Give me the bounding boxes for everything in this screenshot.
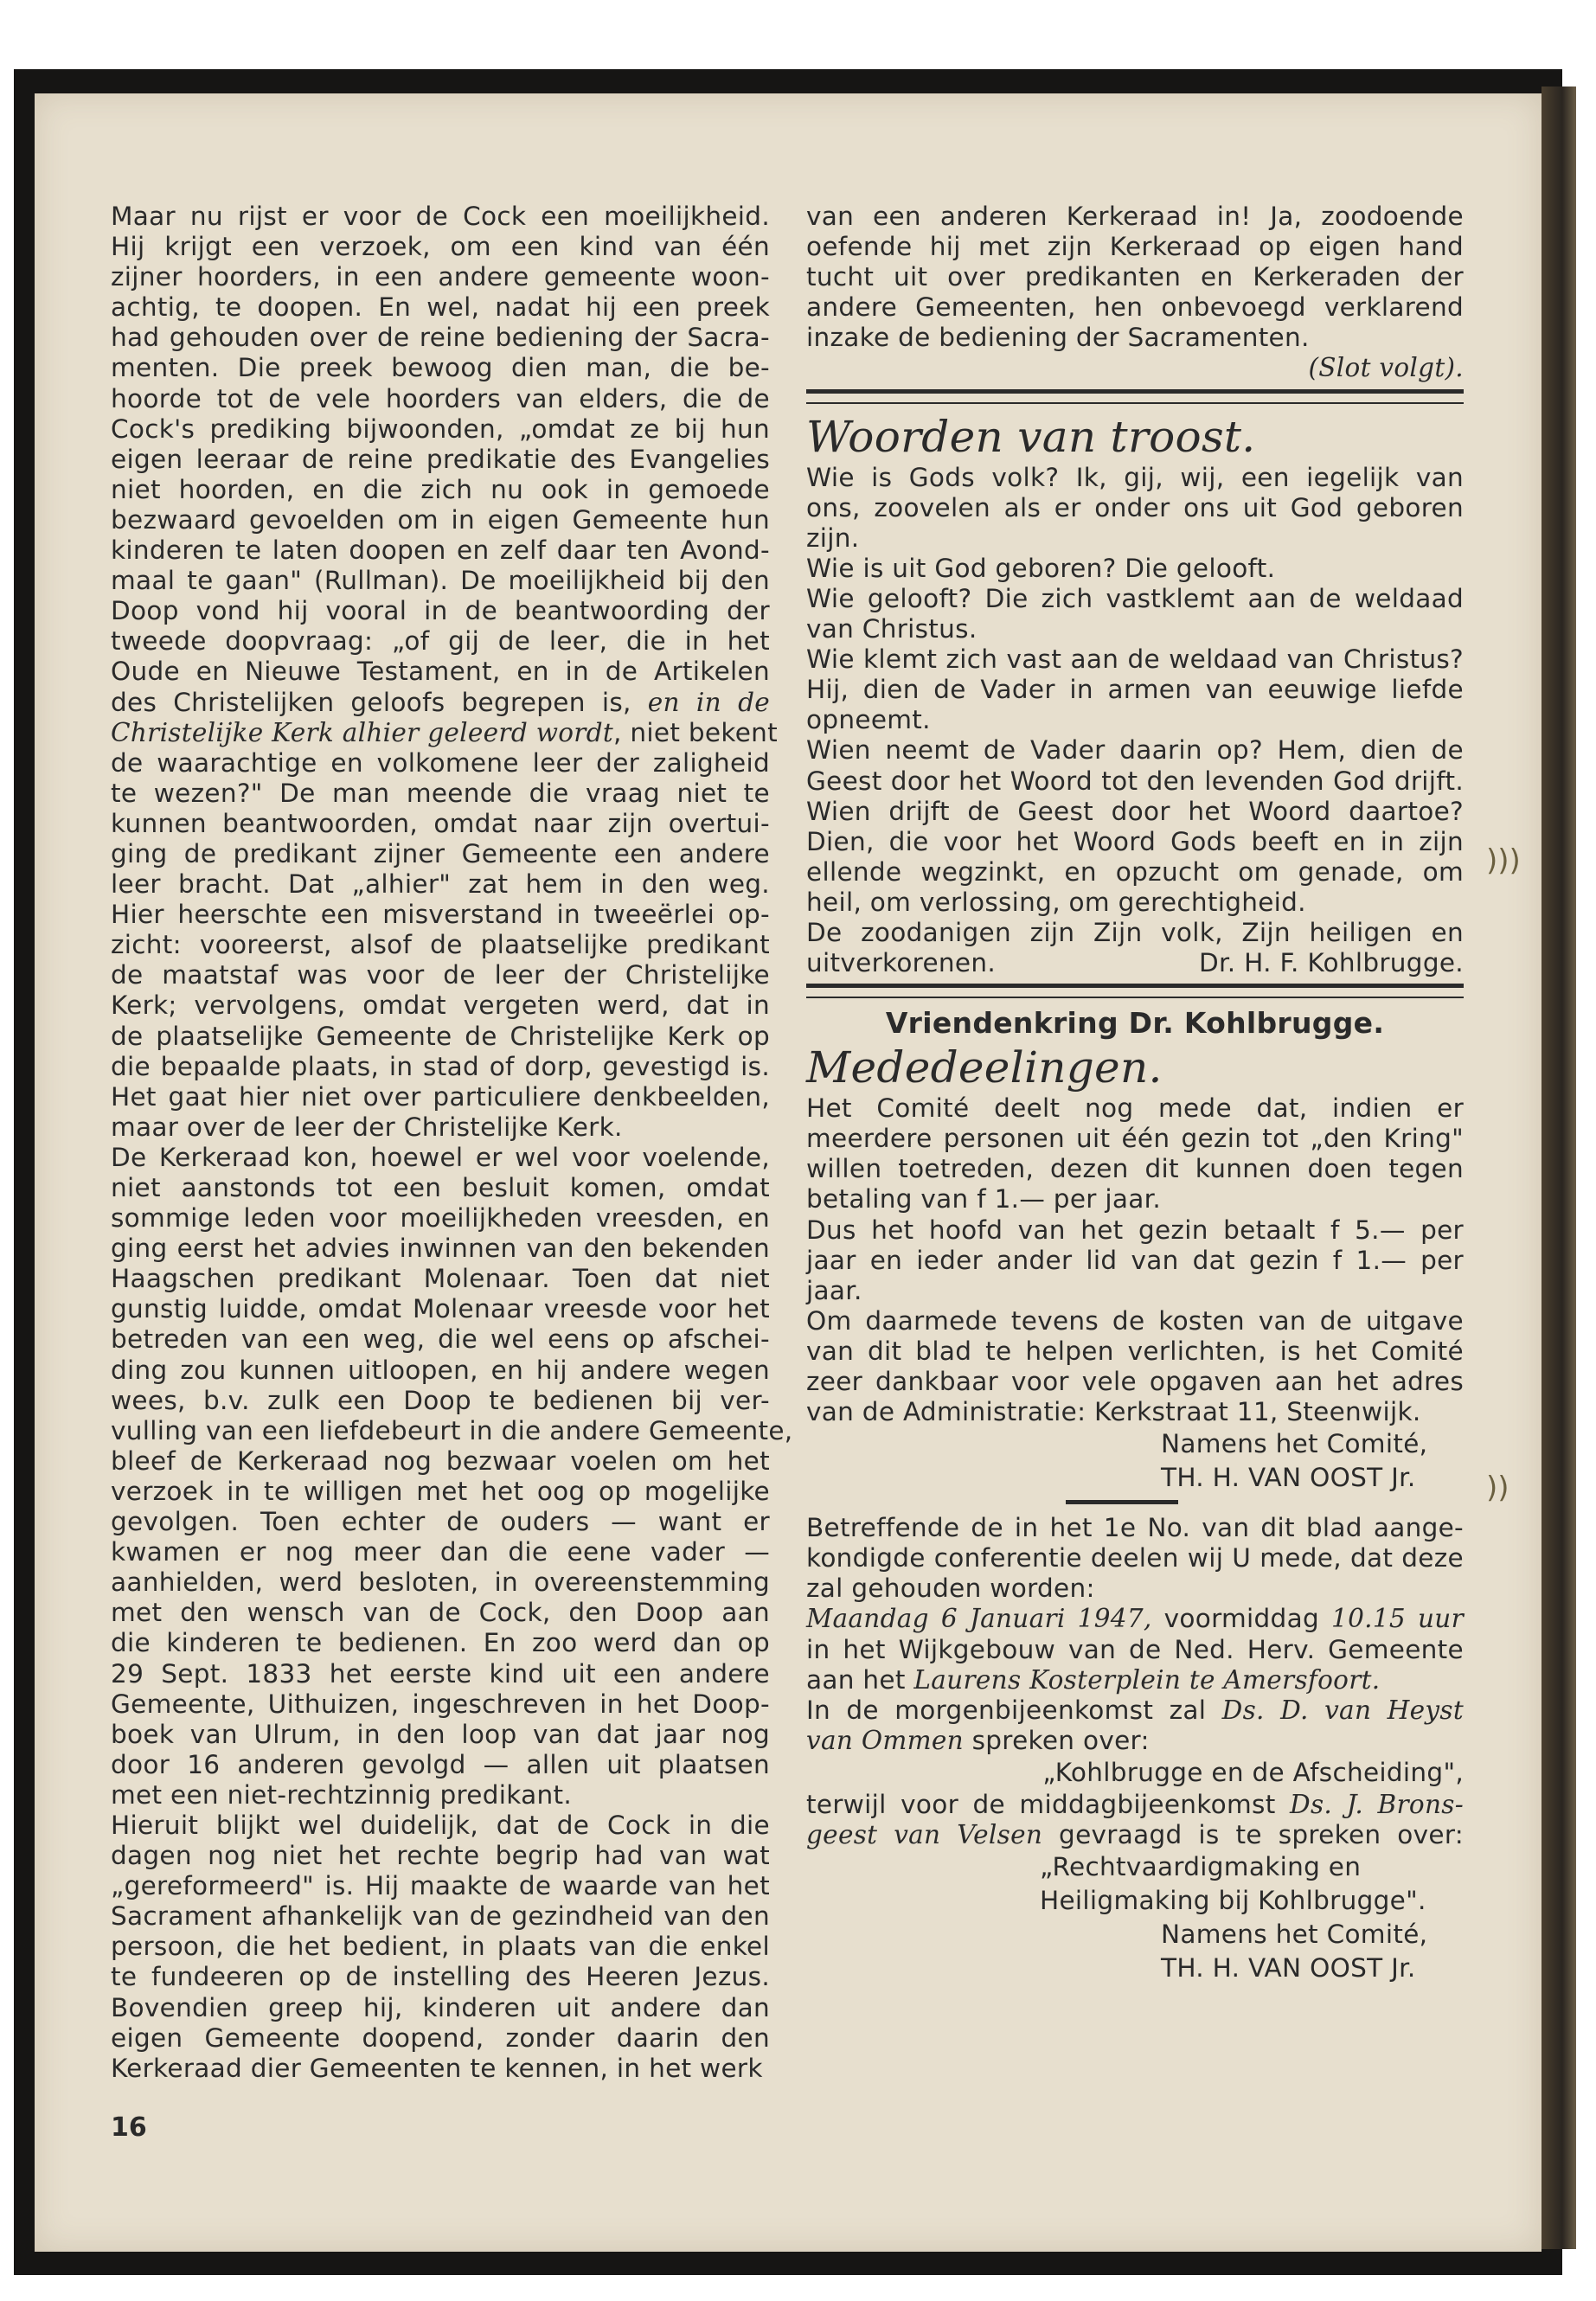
text-line: door 16 anderen gevolgd — allen uit plaatsen: [111, 1749, 770, 1779]
kring-heading: Vriendenkring Dr. Kohlbrugge.: [885, 1006, 1385, 1041]
text-line: wees, b.v. zulk een Doop te bedienen bij ver-: [111, 1385, 770, 1415]
text-line: Dus het hoofd van het gezin betaalt f 5.— per: [806, 1215, 1464, 1245]
text-line: hoorde tot de vele hoorders van elders, die de: [111, 383, 770, 413]
text-line: zijn.: [806, 522, 860, 553]
text-line: Oude en Nieuwe Testament, en in de Artikelen: [111, 657, 770, 687]
text-line: niet hoorden, en die zich nu ook in gemoede: [111, 474, 770, 504]
text-line: Om daarmede tevens de kosten van de uitgave: [806, 1305, 1464, 1336]
speaker-1b: van Ommen: [806, 1725, 964, 1755]
text-line: achtig, te doopen. En wel, nadat hij een preek: [111, 292, 770, 323]
text-line: Geest door het Woord tot den levenden God drijft.: [806, 766, 1464, 796]
text-line: van dit blad te helpen verlichten, is het Comité: [806, 1336, 1464, 1366]
text-line: Betreffende de in het 1e No. van dit blad aange-: [806, 1513, 1464, 1543]
text-line: zeer dankbaar voor vele opgaven aan het adres: [806, 1367, 1464, 1396]
afternoon-line: [806, 1790, 1464, 1820]
text-line: kwamen er nog meer dan die eene vader —: [111, 1537, 770, 1567]
conference-place-prefix: aan het: [806, 1664, 914, 1695]
text-line: persoon, die het bedient, in plaats van die enkel: [111, 1932, 770, 1962]
page-number: 16: [111, 2112, 147, 2143]
text-line: aanhielden, werd besloten, in overeenstemming: [111, 1567, 770, 1598]
text-line: Hij, dien de Vader in armen van eeuwige liefde: [806, 675, 1464, 705]
conference-place-line: [806, 1665, 1464, 1695]
text-line: dagen nog niet het rechte begrip had van wat: [111, 1841, 770, 1871]
topic-1: „Kohlbrugge en de Afscheiding",: [1042, 1757, 1464, 1787]
troost-last-word: uitverkorenen.: [806, 948, 997, 978]
topic-2a: „Rechtvaardigmaking en: [1040, 1852, 1362, 1882]
text-line: Wie klemt zich vast aan de weldaad van Christus?: [806, 644, 1464, 675]
text-line: oefende hij met zijn Kerkeraad op eigen hand: [806, 232, 1464, 262]
text-line: met een niet-rechtzinnig predikant.: [111, 1779, 573, 1810]
text-line: leer bracht. Dat „alhier" zat hem in den weg.: [111, 869, 770, 900]
conference-time: 10.15 uur: [1331, 1604, 1464, 1634]
text-line: Wie is Gods volk? Ik, gij, wij, een iegelijk van: [806, 462, 1464, 492]
text-line: verzoek in te willigen met het oog op mogelijke: [111, 1476, 770, 1506]
text-line: menten. Die preek bewoog dien man, die be-: [111, 353, 770, 383]
text-line: eigen leeraar de reine predikatie des Evangelies: [111, 444, 770, 474]
troost-text: [806, 463, 1464, 949]
text-line: opneemt.: [806, 705, 931, 735]
text-line: ging eerst het advies inwinnen van den bekenden: [111, 1234, 770, 1264]
text-line: zijner hoorders, in een andere gemeente woon-: [111, 262, 770, 292]
left-column: [111, 202, 793, 2084]
text-line: betaling van f 1.— per jaar.: [806, 1184, 1162, 1215]
speaker-2a: Ds. J. Brons-: [1290, 1789, 1464, 1819]
text-fragment: , niet bekent: [613, 717, 779, 747]
afternoon-suffix: gevraagd is te spreken over:: [1042, 1820, 1464, 1850]
text-line: Wien drijft de Geest door het Woord daartoe?: [806, 796, 1464, 826]
text-line: Kerk; vervolgens, omdat vergeten werd, dat in: [111, 990, 770, 1021]
text-line: gevolgen. Toen echter de ouders — want er: [111, 1507, 770, 1537]
text-line: Het Comité deelt nog mede dat, indien er: [806, 1093, 1464, 1124]
text-line: maar over de leer der Christelijke Kerk.: [111, 1112, 623, 1142]
conference-text: [806, 1513, 1464, 1604]
text-line: meerdere personen uit één gezin tot „den Kring": [806, 1124, 1464, 1154]
text-line: tweede doopvraag: „of gij de leer, die in het: [111, 626, 770, 657]
text-line: De zoodanigen zijn Zijn volk, Zijn heiligen en: [806, 917, 1464, 947]
mededeelingen-heading: Mededeelingen.: [806, 1042, 1163, 1093]
conference-place: Laurens Kosterplein te Amersfoort.: [913, 1664, 1381, 1695]
text-line: jaar en ieder ander lid van dat gezin f 1.— per: [806, 1245, 1464, 1275]
text-line: 29 Sept. 1833 het eerste kind uit een andere: [111, 1658, 770, 1689]
text-line: die bepaalde plaats, in stad of dorp, gevestigd is.: [111, 1051, 770, 1081]
text-line: Wie gelooft? Die zich vastklemt aan de weldaad: [806, 583, 1464, 613]
text-line: heil, om verlossing, om gerechtigheid.: [806, 887, 1306, 917]
text-line: Sacrament afhankelijk van de gezindheid van den: [111, 1901, 770, 1932]
text-line: met den wensch van de Cock, den Doop aan: [111, 1598, 770, 1628]
troost-author: Dr. H. F. Kohlbrugge.: [1199, 948, 1464, 978]
text-line: te fundeeren op de instelling des Heeren Jezus.: [111, 1962, 770, 1992]
text-line: bleef de Kerkeraad nog bezwaar voelen om het: [111, 1445, 770, 1476]
text-line: Gemeente, Uithuizen, ingeschreven in het Doop-: [111, 1689, 770, 1719]
book-spine: [1542, 87, 1576, 2249]
text-line: de plaatselijke Gemeente de Christelijke Kerk op: [111, 1021, 770, 1051]
conf-sign-name: TH. H. VAN OOST Jr.: [1161, 1953, 1416, 1984]
text-line: die kinderen te bedienen. En zoo werd dan op: [111, 1628, 770, 1658]
text-line: jaar.: [806, 1275, 862, 1305]
text-line: ons, zoovelen als er onder ons uit God geboren: [806, 492, 1464, 522]
speaker-1a: Ds. D. van Heyst: [1221, 1695, 1464, 1725]
margin-clip-mark: )): [1486, 1471, 1509, 1505]
text-line: bezwaard gevoelden om in eigen Gemeente hun: [111, 504, 770, 535]
text-line: zal gehouden worden:: [806, 1574, 1095, 1604]
kring-text: [806, 1093, 1464, 1427]
text-line: kondigde conferentie deelen wij U mede, dat deze: [806, 1543, 1464, 1574]
text-line: Hieruit blijkt wel duidelijk, dat de Cock in die: [111, 1810, 770, 1840]
text-line: Bovendien greep hij, kinderen uit andere dan: [111, 1992, 770, 2022]
text-line: Maar nu rijst er voor de Cock een moeilijkheid.: [111, 202, 770, 231]
margin-clip-mark: ))): [1486, 843, 1521, 878]
text-line: sommige leden voor moeilijkheden vreesden, en: [111, 1203, 770, 1234]
section-divider: [806, 389, 1464, 404]
conference-date: Maandag 6 Januari 1947,: [806, 1604, 1152, 1634]
text-line: Hier heerschte een misverstand in tweeërlei op-: [111, 900, 770, 930]
topic-2b: Heiligmaking bij Kohlbrugge".: [1040, 1886, 1426, 1916]
text-line: van Christus.: [806, 614, 977, 644]
text-line: Dien, die voor het Woord Gods beeft en in zijn: [806, 826, 1464, 856]
text-line: Wie is uit God geboren? Die gelooft.: [806, 553, 1276, 583]
text-line: vulling van een liefdebeurt in die andere Gemeente,: [111, 1415, 793, 1445]
text-line: eigen Gemeente doopend, zonder daarin den: [111, 2022, 770, 2053]
continuation-text: [806, 202, 1464, 353]
text-line: de maatstaf was voor de leer der Christelijke: [111, 960, 770, 990]
text-line: ging de predikant zijner Gemeente een andere: [111, 838, 770, 868]
morning-line: [806, 1695, 1464, 1726]
text-line: ding zou kunnen uitloopen, en hij andere wegen: [111, 1355, 770, 1385]
text-line: Doop vond hij vooral in de beantwoording der: [111, 596, 770, 626]
text-line: Hij krijgt een verzoek, om een kind van één: [111, 232, 770, 262]
text-line: Kerkeraad dier Gemeenten te kennen, in het werk: [111, 2053, 763, 2083]
troost-last-line: [806, 948, 1464, 978]
afternoon-line-2: [806, 1820, 1464, 1850]
morning-prefix: In de morgenbijeenkomst zal: [806, 1695, 1222, 1725]
text-line: gunstig luidde, omdat Molenaar vreesde voor het: [111, 1294, 770, 1324]
text-line: van een anderen Kerkeraad in! Ja, zoodoende: [806, 202, 1464, 231]
afternoon-prefix: terwijl voor de middagbijeenkomst: [806, 1789, 1291, 1819]
text-fragment: des Christelijken geloofs begrepen is,: [111, 687, 648, 717]
right-column: [806, 202, 1464, 1985]
italic-fragment: Christelijke Kerk alhier geleerd wordt: [111, 717, 614, 747]
italic-fragment: en in de: [647, 687, 771, 717]
spreken-over: spreken over:: [963, 1725, 1150, 1755]
text-line: te wezen?" De man meende die vraag niet te: [111, 778, 770, 808]
text-line: maal te gaan" (Rullman). De moeilijkheid bij den: [111, 566, 770, 596]
text-line: Het gaat hier niet over particuliere denkbeelden,: [111, 1081, 770, 1112]
section-divider: [806, 984, 1464, 998]
text-line: inzake de bediening der Sacramenten.: [806, 323, 1310, 353]
speaker-2b: geest van Velsen: [806, 1820, 1043, 1850]
text-line: willen toetreden, dezen dit kunnen doen tegen: [806, 1154, 1464, 1184]
text-line: Cock's prediking bijwoonden, „omdat ze bij hun: [111, 413, 770, 444]
text-line: niet aanstonds tot een besluit komen, omdat: [111, 1173, 770, 1202]
conference-wijk-line: in het Wijkgebouw van de Ned. Herv. Gemeente: [806, 1634, 1464, 1664]
text-line: De Kerkeraad kon, hoewel er wel voor voelende,: [111, 1142, 770, 1172]
text-line: Wien neemt de Vader daarin op? Hem, dien de: [806, 735, 1464, 766]
morning-line-2: [806, 1726, 1464, 1756]
text-line: betreden van een weg, die wel eens op afschei-: [111, 1324, 770, 1355]
text-line: de waarachtige en volkomene leer der zaligheid: [111, 747, 770, 778]
conference-date-line: [806, 1604, 1464, 1634]
text-line: ellende wegzinkt, en opzucht om genade, om: [806, 856, 1464, 887]
text-line: andere Gemeenten, hen onbevoegd verklarend: [806, 292, 1464, 323]
text-line: kunnen beantwoorden, omdat naar zijn overtui-: [111, 808, 770, 838]
text-line: zicht: vooreerst, alsof de plaatselijke predikant: [111, 930, 770, 960]
kring-sign-namens: Namens het Comité,: [1161, 1429, 1428, 1459]
text-line: had gehouden over de reine bediening der Sacra-: [111, 323, 770, 353]
text-line: kinderen te laten doopen en zelf daar ten Avond-: [111, 535, 770, 566]
kring-sign-name: TH. H. VAN OOST Jr.: [1161, 1463, 1416, 1493]
text-line: Haagschen predikant Molenaar. Toen dat niet: [111, 1264, 770, 1294]
text-line: „gereformeerd" is. Hij maakte de waarde van het: [111, 1871, 770, 1901]
text-line: tucht uit over predikanten en Kerkeraden der: [806, 262, 1464, 292]
short-divider: [1066, 1500, 1178, 1504]
text-line: boek van Ulrum, in den loop van dat jaar nog: [111, 1719, 770, 1749]
conference-date-rest: voormiddag: [1151, 1604, 1332, 1634]
conf-sign-namens: Namens het Comité,: [1161, 1920, 1428, 1950]
text-line: [111, 717, 779, 748]
text-line: [111, 688, 770, 718]
slot-volgt: (Slot volgt).: [1308, 353, 1464, 383]
troost-heading: Woorden van troost.: [806, 411, 1256, 462]
text-line: van de Administratie: Kerkstraat 11, Steenwijk.: [806, 1397, 1421, 1427]
